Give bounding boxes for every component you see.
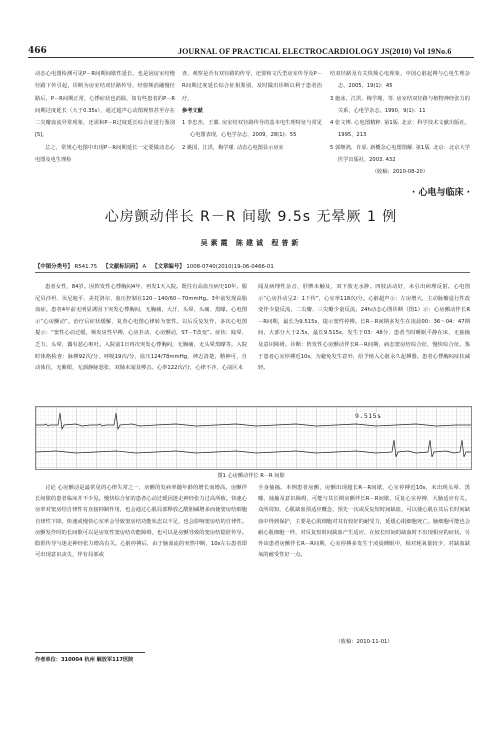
reference-item-1: 1 李忠杰，王蘖. 房室结双径路传导的基本电生理特征与常见心电图表现，心电学杂志，2009，28(1)：55 bbox=[182, 120, 322, 139]
ecg-strip bbox=[36, 407, 471, 469]
top-column-1 bbox=[35, 68, 175, 166]
top-col2-text: 查，观察是否有双径路的传导，还要和文氏型房室传导及P－R间期过度延长综合征相鉴别，及时做出诊断以利于患者治疗。 bbox=[182, 71, 322, 102]
meta-item-1 bbox=[35, 262, 97, 270]
ecg-figure bbox=[35, 406, 472, 470]
article-title: 心房颤动伴长 R－R 间歇 9.5s 无晕厥 1 例 bbox=[104, 209, 398, 225]
meta-item-2 bbox=[103, 262, 146, 270]
reference-item-3: 3 施冰，江洪，梅学瑾，等. 房室结双径路与植物神经张力的关系，心电学杂志，1990，9(1)：11 bbox=[330, 95, 470, 114]
top-col1-paragraph-2: 总之，常规心电图中出现P－R间期延长一定要做动态心电图及电生理检 bbox=[35, 144, 175, 164]
article-authors: 吴素霞 陈建诚 程普新 bbox=[200, 239, 302, 247]
top-col1-paragraph-1: 动态心电图检测可见P－R间期间歇性延长，也是因房室结慢径路下传引起，诊断为房室结双径路传导。经射频消融慢径路后，P－R间期正常，心悸症状也消除。如有些患者的P－R间期过度延长（大于0.35s），通过超声心动图观察甚至存在二尖瓣血流异常现象，还需和P－R过度延长综合征进行鉴别[5]。 bbox=[35, 71, 175, 139]
header-rule bbox=[28, 57, 474, 58]
received-date-1: （收稿：2010-08-20） bbox=[371, 169, 429, 176]
top-column-2 bbox=[182, 68, 322, 154]
meta-key-1: 【中图分类号】 bbox=[35, 264, 73, 270]
case-column-2 bbox=[258, 282, 470, 375]
journal-header: JOURNAL OF PRACTICAL ELECTROCARDIOLOGY JS(2010) Vol 19No.6 bbox=[178, 47, 452, 56]
case-paragraph-1: 患者女性，84岁。因阵发性心悸胸闷4年，再发1天入院。既往有高血压病史10年。服尼贝沙坦、贝尼地平、美托洛尔、血压控制在120－140/60－70mmHg。3年前发现高脂血症。患者4年前无明显诱因下突发心悸胸闷，无胸痛，大汗、头晕、头痛、黑曚。心电图示“心房颤动”。治疗后症状缓解，复查心电图心律转为窦性。以后反复发作，多次心电图提示：“窦性心动过缓，频发房性早搏，心房扑动，心房颤动，ST－T改变”。症状：眩晕、乏力、头晕，偶有恶心呕吐。入院前1日再次突发心悸胸闷，无胸痛，无头晕黑曚等。入院时体格检查：脉搏92次/分，呼吸19次/分，血压124/78mmHg，神志清楚，精神可，自动体位，无紫绀，无颈静脉怒张，双肺未闻及啰音。心率122次/分，心律不齐，心前区未 bbox=[35, 284, 247, 372]
reference-item-5: 5 郭继鸿，许原. 新概念心电图图解. 第1版. 北京：北京大学医学出版社，2003. 432 bbox=[330, 144, 470, 164]
meta-value-1: R541.75 bbox=[74, 264, 98, 270]
meta-rule bbox=[35, 272, 470, 273]
top-column-3 bbox=[330, 68, 470, 179]
ecg-grid-background bbox=[36, 407, 471, 469]
case-paragraph-2: 闻及病理性杂音，肝脾未触及，双下肢无水肿。四肢活动好，未引出病理反射。心电图示“心房扑动呈2：1下传”，心室率118次/分。心脏超声示：左房增大，主动脉瓣退行性改变伴少量反流，二尖瓣、三尖瓣少量反流。24h动态心图诊断（图1）示：心房颤动伴长R－R间期，最长为9.515s，提示窦性停搏。长R－R间期多发生在凌晨00：36～04：47期间，大部分大于2.5s，最长9.515s，发生于03：48分，患者当时睡眠平静在床，无抽搐及意识障碍。诊断：阵发性心房颤动伴长R－R间期，病态窦房结综合征，慢快综合征。鉴于患者心室停搏近10s，为避免发生意外，给予植入心脏永久起搏器。患者心悸胸闷症状减轻。 bbox=[258, 284, 470, 372]
meta-key-3: 【文章编号】 bbox=[152, 264, 185, 270]
discussion-paragraph-2: 全身抽搐。本例患者房颤，房颤出现超长R－R间歇，心室停搏近10s，未出现头晕、黑曚、抽搐及意识障碍，可能与其长期房颤伴长R－R间歇，反复心室停搏，大脑适应有关。众所周知，心肌缺血预适应概念，预先一次或反复短时间缺血，可以使心肌在其后长时间缺血中得到保护，主要是心肌细胞对其有较好的耐受力，延缓心肌细胞死亡。脑细胞可能也会耐心肌细胞一样，对反复短时间缺血产生适应，在较长时间的缺血时不出现相应的症状。另外该患者房颤伴长R－R间期，心室停搏多发生于凌晨睡眠中，相对耗氧量较少，对缺血缺氧的耐受性好一点。 bbox=[258, 485, 470, 559]
discussion-paragraph-1: 讨论 心房颤动是最常见的心律失常之一，房颤的发病率随年龄的增长而增高。房颤伴长间歇的患者临床并不少见。慢快综合征的患者心动过缓因迷走神经张力过高所致。快速心房率对窦房结自律性有直接抑制作用，也会通过心肌局部释放乙酰胆碱增多而使窦房结细胞自律性下降。快速或慢快心室率会导致窦房结功能状态以不足，也会影响窦房结的自律性。房颤发作时的长间歇可以是房发性窦房结功能障碍，也可以是房颤导致的窦房结隐匿传导。隐匿传导与迷走神经张力增高有关。心脏停搏后，由于脑血流的突然中断，10s左右患者即可出现意识丧失，伴有局部或 bbox=[35, 485, 247, 559]
author-affiliation: 作者单位：310004 杭州 解放军117医院 bbox=[35, 657, 134, 663]
received-date-2: （收稿：2010-11-01） bbox=[335, 639, 393, 645]
meta-value-3: 1008-0740(2010)19-06-0466-01 bbox=[186, 264, 274, 270]
reference-item-2-cont: 结双径路及有关快频心电现象，中国心脏起搏与心电生理杂志，2005，19(1)：45 bbox=[330, 71, 470, 90]
meta-key-2: 【文献标识码】 bbox=[103, 264, 141, 270]
references-title: 参考文献 bbox=[182, 107, 203, 114]
article-meta bbox=[35, 262, 470, 270]
figure-caption: 图1 心房颤动伴长 R－R 间歇 bbox=[217, 473, 285, 479]
ecg-interval-label: 9.515s bbox=[355, 412, 382, 420]
meta-item-3 bbox=[152, 262, 274, 270]
meta-value-2: A bbox=[142, 264, 147, 270]
discussion-column-1 bbox=[35, 483, 247, 561]
footnote-rule bbox=[35, 652, 145, 653]
discussion-column-2 bbox=[258, 483, 470, 561]
page-number: 466 bbox=[28, 46, 47, 56]
case-column-1 bbox=[35, 282, 247, 375]
reference-item-4: 4 张文博. 心电图精粹. 第1版. 北京：科学技术文献出版社，1995，213 bbox=[330, 120, 470, 139]
section-label: · 心电与临床 · bbox=[411, 188, 470, 198]
reference-item-2: 2 姚国，江洪，梅学瑾. 动态心电图显示房室 bbox=[182, 144, 284, 151]
